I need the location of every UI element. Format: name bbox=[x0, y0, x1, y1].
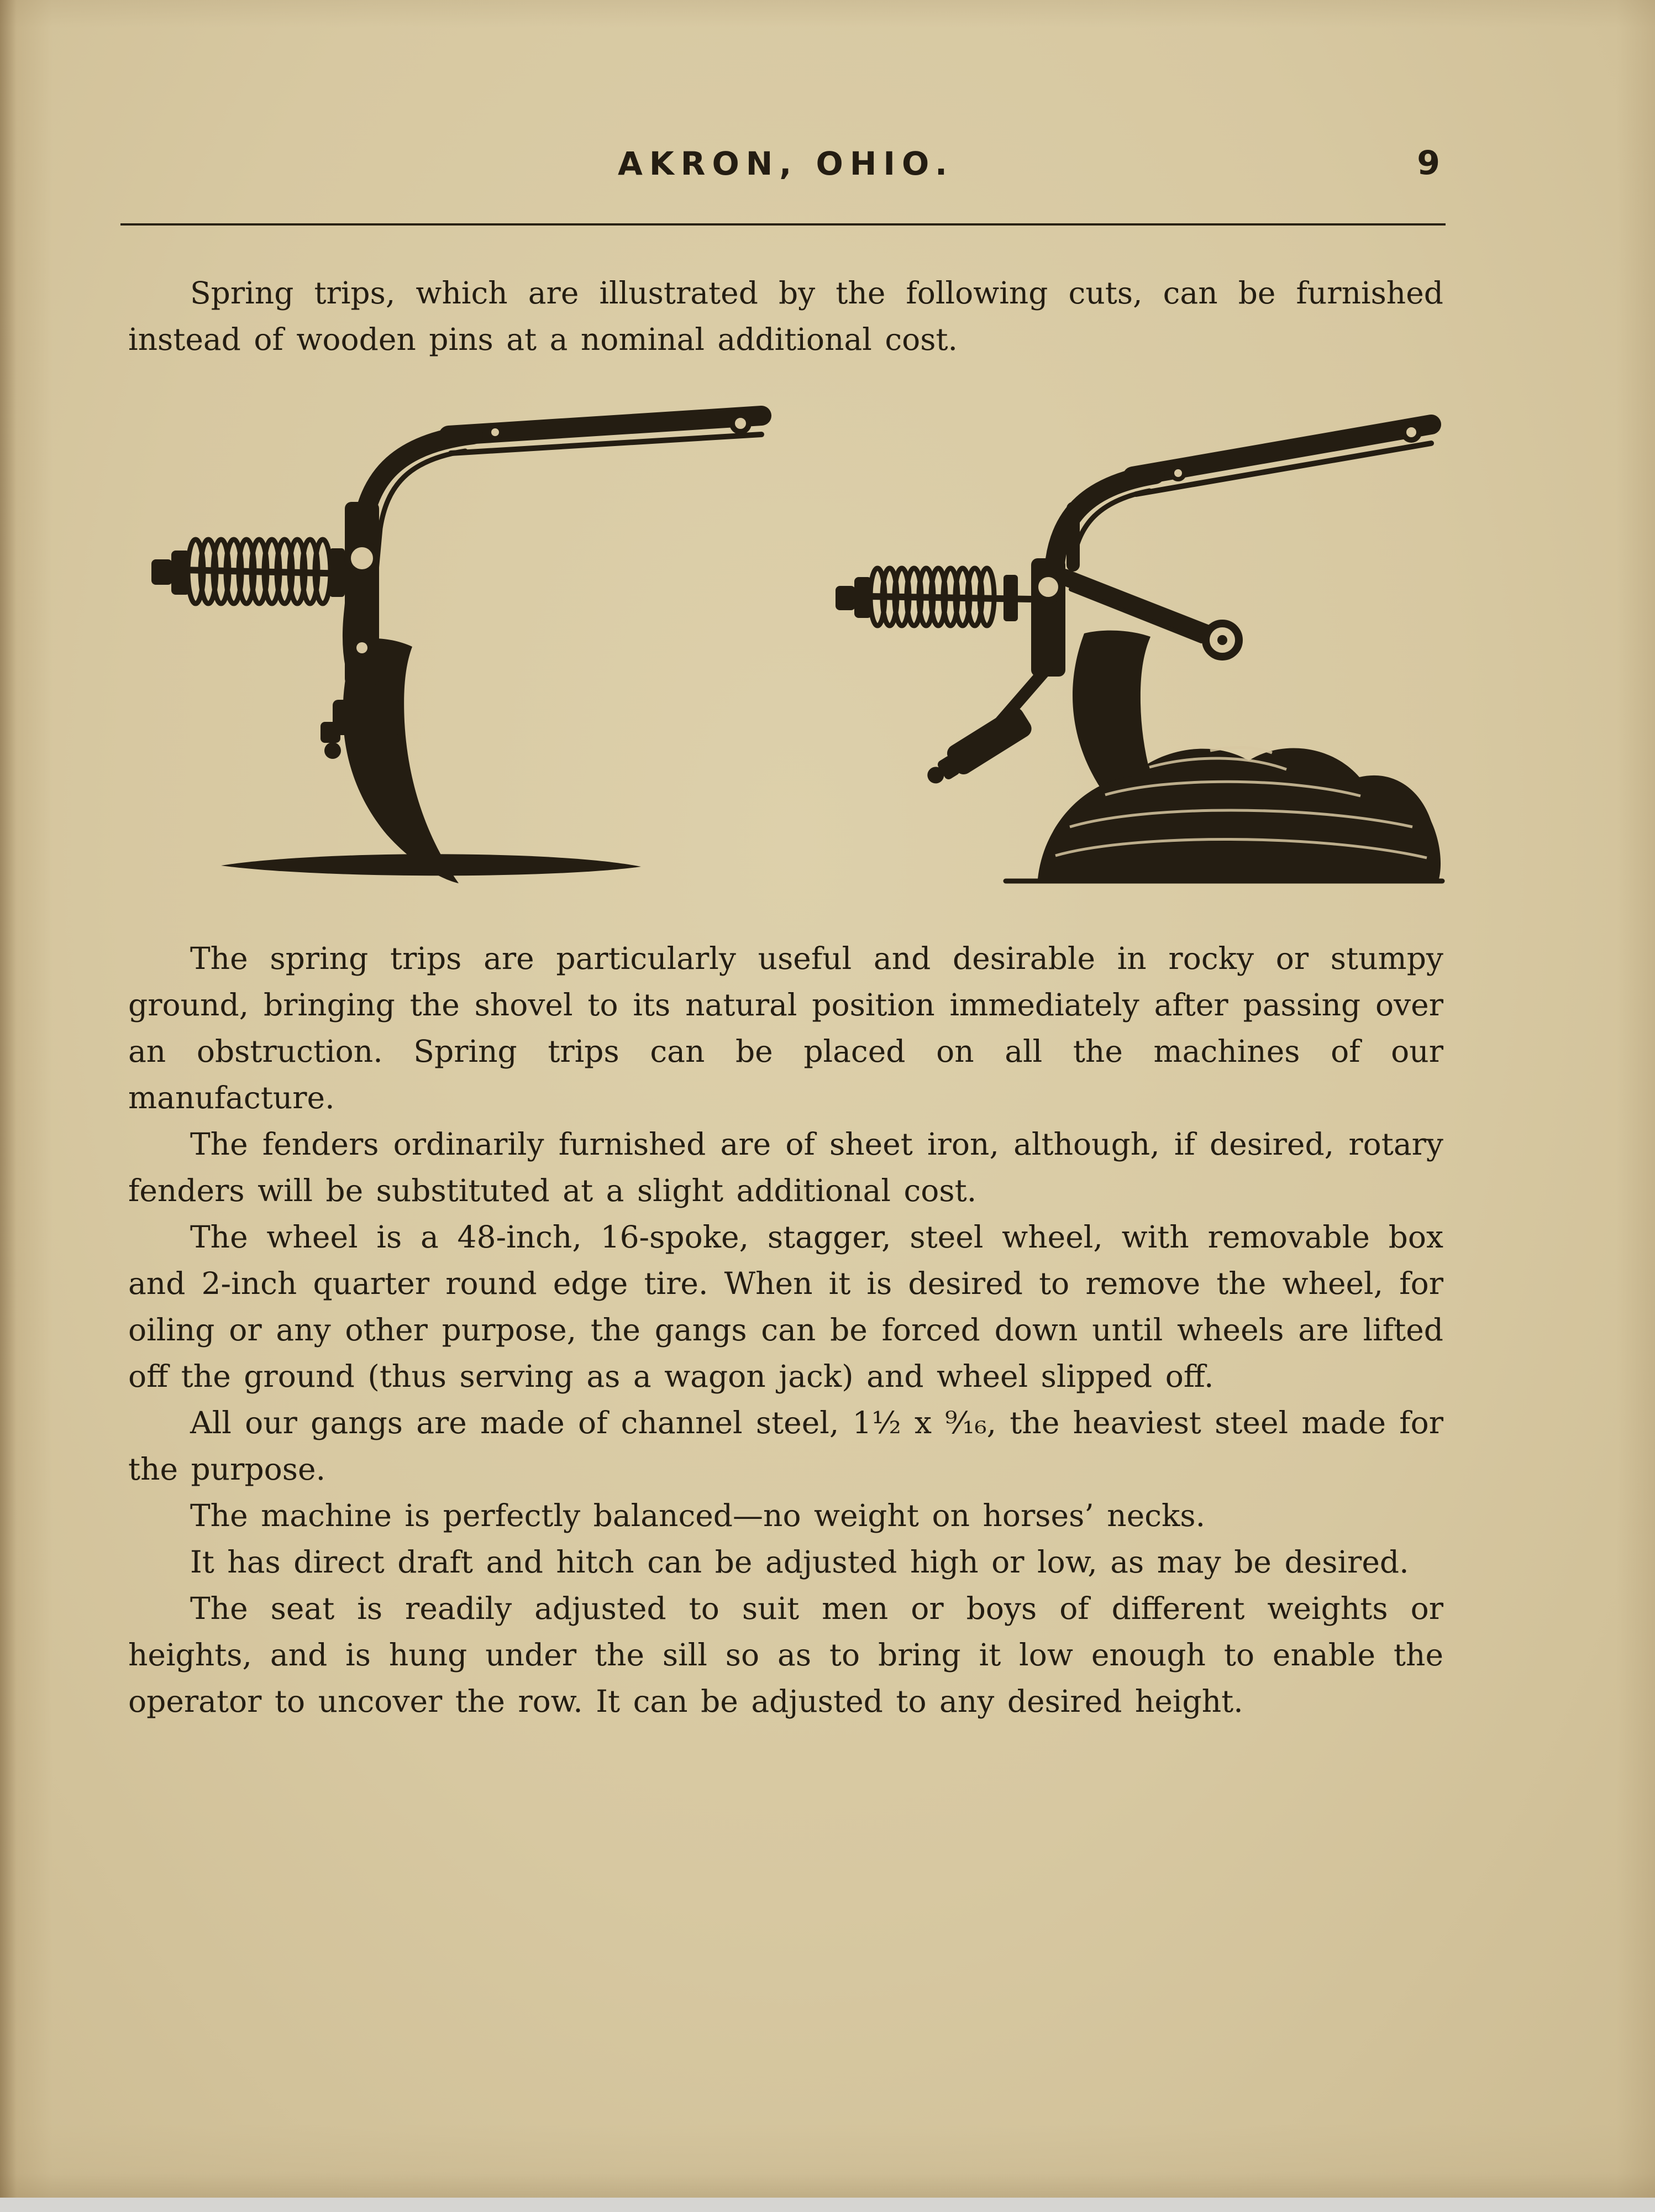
spring-right-plate bbox=[1003, 575, 1018, 621]
curve-bolt-icon bbox=[489, 426, 501, 438]
ground-shadow bbox=[221, 854, 641, 876]
page-number: 9 bbox=[1417, 144, 1440, 182]
spring-bolt-head bbox=[151, 559, 172, 585]
paragraph-seat: The seat is readily adjusted to suit men or boys of different weights or heights, and is hung under the sill so as to bring it low enough to enable the operator to uncover the row. It can be adjusted to any desired height. bbox=[128, 1591, 1443, 1719]
header-rule bbox=[120, 223, 1446, 226]
paragraph-draft: It has direct draft and hitch can be adjusted high or low, as may be desired. bbox=[190, 1544, 1409, 1580]
intro-paragraph: Spring trips, which are illustrated by the following cuts, can be furnished instead of wooden pins at a nominal additional cost. bbox=[128, 275, 1443, 357]
page-title: AKRON, OHIO. bbox=[617, 145, 954, 182]
spring-trip-illustration-right bbox=[823, 392, 1448, 906]
illustrations-row bbox=[138, 376, 1448, 906]
paragraph-gangs: All our gangs are made of channel steel, 1½ x ⁹⁄₁₆, the heaviest steel made for the purpose. bbox=[128, 1405, 1443, 1487]
trip-clamp bbox=[345, 502, 379, 685]
spring-left-cap bbox=[854, 577, 872, 618]
scanner-bed-strip bbox=[0, 2198, 1655, 2212]
paragraph-balance: The machine is perfectly balanced—no weight on horses’ necks. bbox=[190, 1498, 1206, 1533]
beam-bolt-icon bbox=[1404, 424, 1419, 440]
paragraph-wheel: The wheel is a 48-inch, 16-spoke, stagger, steel wheel, with removable box and 2-inch quarter round edge tire. When it is desired to remove the wheel, for oiling or any other purpose, the gangs can be forced down until wheels are lifted off the ground (thus serving as a wagon jack) and wheel slipped off. bbox=[128, 1219, 1443, 1394]
spring-bolt-head bbox=[836, 586, 855, 610]
body-text-block bbox=[128, 935, 1443, 1724]
lower-bracket bbox=[333, 700, 400, 735]
paragraph-fenders: The fenders ordinarily furnished are of sheet iron, although, if desired, rotary fenders will be substituted at a slight additional cost. bbox=[128, 1126, 1443, 1208]
spring-right-plate bbox=[329, 548, 345, 597]
spring-left-cap bbox=[171, 551, 190, 595]
page-header bbox=[128, 145, 1443, 182]
pivot-bolt-icon bbox=[348, 544, 376, 573]
beam-bolt-icon bbox=[732, 415, 749, 432]
paragraph-spring-trips: The spring trips are particularly useful and desirable in rocky or stumpy ground, bringing the shovel to its natural position immediately after passing over an obstruction. Spring trips can be placed on all the machines of our manufacture. bbox=[128, 941, 1443, 1115]
spring-trip-illustration-left bbox=[138, 392, 790, 906]
